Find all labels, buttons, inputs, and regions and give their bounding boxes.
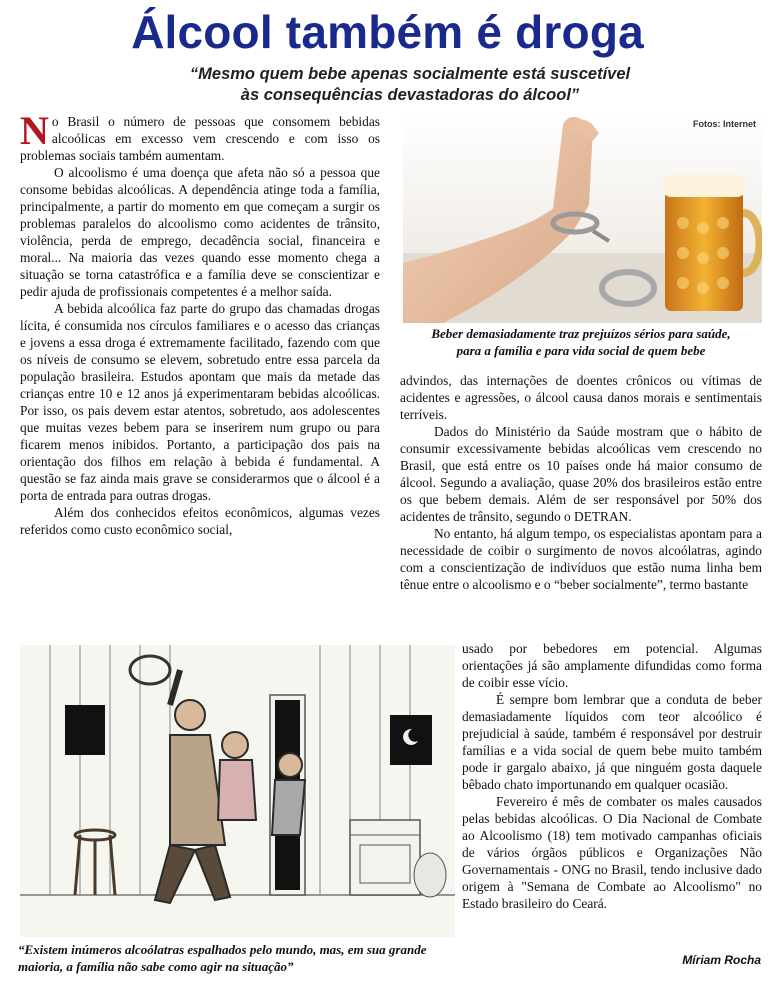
photo-caption-line-2: para a família e para vida social de quem bebe	[456, 343, 706, 358]
handcuffed-hand-beer-photo	[403, 113, 762, 323]
paragraph-text: o Brasil o número de pessoas que consomem bebidas alcoólicas em excesso vem crescendo e com isso os problemas sociais também aumentam.	[20, 114, 380, 163]
photo-credit: Fotos: Internet	[693, 119, 756, 129]
paragraph: advindos, das internações de doentes crônicos ou vítimas de acidentes e agressões, o álcool causa danos morais e sentimentais terríveis.	[400, 373, 762, 422]
paragraph: Além dos conhecidos efeitos econômicos, algumas vezes referidos como custo econômico social,	[20, 505, 380, 537]
article-column-left	[20, 108, 380, 538]
article-column-right-lower	[462, 640, 762, 912]
paragraph: Fevereiro é mês de combater os males causados pelas bebidas alcoólicas. O Dia Nacional de Combate ao Alcoolismo (18) tem motivado campanhas oficiais de vários órgãos públicos e Organizações Não Governamentais - ONG no Brasil, tendo inclusive dado origem à "Semana de Combate ao Alcoolismo" no Estado brasileiro do Ceará.	[462, 794, 762, 911]
paragraph: A bebida alcoólica faz parte do grupo das chamadas drogas lícita, é consumida nos círculos familiares e o acesso das crianças e jovens a essa droga é extremamente facilitado, fazendo com que os níveis de consumo se elevem, sobretudo entre essa parcela da população brasileira. Estudos apontam que mais da metade das crianças entre 10 e 12 anos já experimentaram bebidas alcoólicas. Por isso, os pais devem estar atentos, sobretudo, aos adolescentes que muitas vezes bebem para se inserirem num grupo ou para ficarem menos inibidos. Portanto, a participação dos pais na orientação dos filhos em relação à bebida é fundamental. A questão se faz ainda mais grave se considerarmos que o álcool é a porta de entrada para outras drogas.	[20, 301, 380, 503]
subtitle-line-1: “Mesmo quem bebe apenas socialmente está suscetível	[189, 65, 631, 83]
drop-cap: N	[20, 108, 49, 153]
drawing-illustration	[20, 645, 455, 937]
family-violence-drawing	[20, 645, 455, 937]
author-byline: Míriam Rocha	[682, 953, 761, 967]
subtitle	[40, 64, 775, 106]
paragraph	[20, 108, 380, 164]
subtitle-line-2: às consequências devastadoras do álcool”	[240, 86, 580, 104]
paragraph: No entanto, há algum tempo, os especialistas apontam para a necessidade de coibir o surgimento de novos alcoólatras, agindo com a conscientização de indivíduos que estão numa linha bem tênue entre o alcoolismo e o “beber socialmente”, termo bastante	[400, 526, 762, 592]
photo-illustration	[403, 113, 762, 323]
photo-caption	[400, 325, 762, 359]
paragraph: usado por bebedores em potencial. Algumas orientações já são amplamente difundidas como forma de coibir esse vício.	[462, 641, 762, 690]
photo-caption-line-1: Beber demasiadamente traz prejuízos sérios para saúde,	[431, 326, 731, 341]
paragraph: É sempre bom lembrar que a conduta de beber demasiadamente líquidos com teor alcoólico é prejudicial à saúde, também é responsável por destruir famílias e a vida social de quem bebe muito também pode ir gargalo abaixo, já que ninguém gosta daquele bêbado chato importunando em qualquer ocasião.	[462, 692, 762, 792]
article-column-right	[400, 372, 762, 593]
headline: Álcool também é droga	[131, 6, 644, 58]
drawing-caption: “Existem inúmeros alcoólatras espalhados pelo mundo, mas, em sua grande maioria, a família não sabe como agir na situação”	[18, 942, 427, 974]
paragraph: Dados do Ministério da Saúde mostram que o hábito de consumir excessivamente bebidas alcoólicas vem crescendo no Brasil, que está entre os 10 países onde há maior consumo de álcool. Segundo a avaliação, quase 20% dos brasileiros estão entre os que bebem demais. Além de ser responsável por 50% dos acidentes de trânsito, segundo o DETRAN.	[400, 424, 762, 524]
paragraph: O alcoolismo é uma doença que afeta não só a pessoa que consome bebidas alcoólicas. A dependência atinge toda a família, principalmente, a partir do momento em que começam a surgir os problemas paralelos do alcoolismo como acidentes de trânsito, violência, perda de emprego, decadência social, financeira e moral... Na maioria das vezes quando esse momento chega a situação se torna catastrófica e a família deve se conscientizar e pedir ajuda de profissionais competentes é a melhor saída.	[20, 165, 380, 299]
